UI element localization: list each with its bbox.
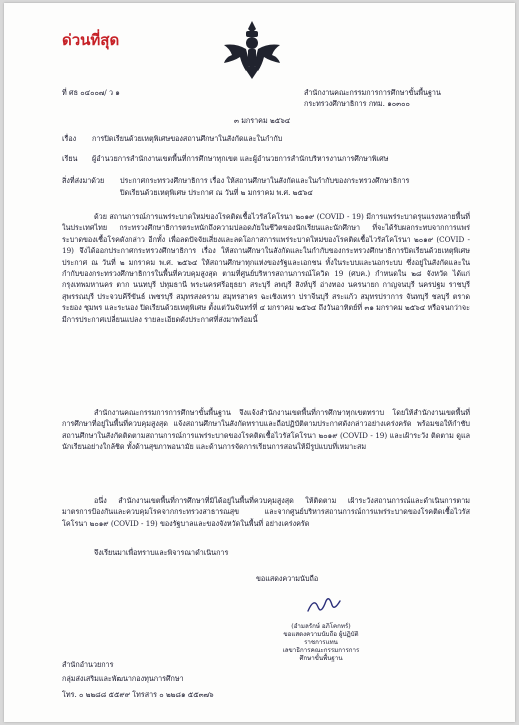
letter-page: [4, 3, 515, 722]
footer-unit-1: สำนักอำนวยการ: [62, 660, 114, 669]
paragraph-2: สำนักงานคณะกรรมการการศึกษาขั้นพื้นฐาน จึงแจ้งสำนักงานเขตพื้นที่การศึกษาทุกเขตทราบ โดยให้สำนักงานเขตพื้นที่การศึกษาที่อยู่ในพื้นที่ควบคุมสูงสุด แจ้งสถานศึกษาในสังกัดทราบและถือปฏิบัติตามประกาศดังกล่าวอย่างเคร่งครัด พร้อมขอให้กำชับสถานศึกษาในสังกัดติดตามสถานการณ์การแพร่ระบาดของโรคติดเชื้อไวรัสโคโรนา ๒๐๑๙ (COVID - 19) และเฝ้าระวัง ติดตาม ดูแลนักเรียนอย่างใกล้ชิด ทั้งด้านสุขภาพอนามัย และด้านการจัดการเรียนการสอนให้มีรูปแบบที่เหมาะสม: [62, 408, 470, 452]
footer-phone: โทร. ๐ ๒๒๘๘ ๕๕๙๙ โทรสาร ๐ ๒๒๘๑ ๕๕๓๗๖: [62, 690, 214, 699]
attachment-line-2: ปิดเรียนด้วยเหตุพิเศษ ประกาศ ณ วันที่ ๒ มกราคม พ.ศ. ๒๕๖๔: [120, 188, 313, 197]
office-address: กระทรวงศึกษาธิการ กทม. ๑๐๓๐๐: [304, 99, 410, 108]
urgency-label: ด่วนที่สุด: [62, 31, 120, 49]
office-name: สำนักงานคณะกรรมการการศึกษาขั้นพื้นฐาน: [304, 88, 441, 97]
signatory-name: (อำมลรักษ์ อภิโคกทร์): [291, 623, 351, 630]
closing-phrase: ขอแสดงความนับถือ: [256, 574, 319, 583]
footer-unit-2: กลุ่มส่งเสริมและพัฒนากองทุนการศึกษา: [62, 674, 184, 683]
garuda-emblem-icon: [222, 19, 282, 81]
signature-mark: [306, 595, 346, 619]
letter-date: ๓ มกราคม ๒๕๖๔: [234, 116, 291, 125]
attachment-label: สิ่งที่ส่งมาด้วย: [62, 176, 105, 185]
paragraph-4: จึงเรียนมาเพื่อทราบและพิจารณาดำเนินการ: [94, 548, 229, 557]
attachment-line-1: ประกาศกระทรวงศึกษาธิการ เรื่อง ให้สถานศึกษาในสังกัดและในกำกับของกระทรวงศึกษาธิการ: [120, 176, 410, 185]
subject-label: เรื่อง: [62, 134, 77, 143]
signatory-block: [276, 623, 366, 663]
reference-number: ที่ ศธ ๐๔๐๐๗/ ว ๑: [62, 88, 120, 97]
recipient-text: ผู้อำนวยการสำนักงานเขตพื้นที่การศึกษาทุกเขต และผู้อำนวยการสำนักบริหารงานการศึกษาพิเศษ: [92, 154, 389, 163]
recipient-label: เรียน: [62, 154, 78, 163]
signatory-title-2: เลขาธิการคณะกรรมการการศึกษาขั้นพื้นฐาน: [282, 647, 360, 662]
issuing-office: [304, 87, 441, 109]
subject-text: การปิดเรียนด้วยเหตุพิเศษของสถานศึกษาในสังกัดและในกำกับ: [92, 134, 283, 143]
paragraph-1: ด้วย สถานการณ์การแพร่ระบาดใหม่ของโรคติดเชื้อไวรัสโคโรนา ๒๐๑๙ (COVID - 19) มีการแพร่ระบาดรุนแรงหลายพื้นที่ในประเทศไทย กระทรวงศึกษาธิการตระหนักถึงความปลอดภัยในชีวิตของนักเรียนและนักศึกษา ที่จะได้รับผลกระทบจากการแพร่ระบาดของเชื้อโรคดังกล่าว อีกทั้ง เพื่อลดปัจจัยเสี่ยงและลดโอกาสการแพร่ระบาดใหม่ของโรคติดเชื้อไวรัสโคโรนา ๒๐๑๙ (COVID - 19) จึงได้ออกประกาศกระทรวงศึกษาธิการ เรื่อง ให้สถานศึกษาในสังกัดและในกำกับของกระทรวงศึกษาธิการปิดเรียนด้วยเหตุพิเศษ ประกาศ ณ วันที่ ๒ มกราคม พ.ศ. ๒๕๖๔ ให้สถานศึกษาทุกแห่งของรัฐและเอกชน ทั้งในระบบและนอกระบบ ซึ่งอยู่ในสังกัดและในกำกับของกระทรวงศึกษาธิการในพื้นที่ควบคุมสูงสุด ตามที่ศูนย์บริหารสถานการณ์โควิด 19 (ศบค.) กำหนดใน ๒๘ จังหวัด ได้แก่ กรุงเทพมหานคร ตาก นนทบุรี ปทุมธานี พระนครศรีอยุธยา สระบุรี ลพบุรี สิงห์บุรี อ่างทอง นครนายก กาญจนบุรี นครปฐม ราชบุรี สุพรรณบุรี ประจวบคีรีขันธ์ เพชรบุรี สมุทรสงคราม สมุทรสาคร ฉะเชิงเทรา ปราจีนบุรี สระแก้ว สมุทรปราการ จันทบุรี ชลบุรี ตราด ระยอง ชุมพร และระนอง ปิดเรียนด้วยเหตุพิเศษ ตั้งแต่วันจันทร์ที่ ๔ มกราคม ๒๕๖๔ ถึงวันอาทิตย์ที่ ๓๑ มกราคม ๒๕๖๔ หรือจนกว่าจะมีการประกาศเปลี่ยนแปลง รายละเอียดดังประกาศที่ส่งมาพร้อมนี้: [62, 212, 470, 324]
signatory-title-1: ขอแสดงความนับถือ ผู้ปฏิบัติราชการแทน: [283, 631, 359, 646]
paragraph-3: อนึ่ง สำนักงานเขตพื้นที่การศึกษาที่มิได้อยู่ในพื้นที่ควบคุมสูงสุด ให้ติดตาม เฝ้าระวังสถานการณ์และดำเนินการตามมาตรการป้องกันและควบคุมโรคจากกระทรวงสาธารณสุข และจากศูนย์บริหารสถานการณ์การแพร่ระบาดของโรคติดเชื้อไวรัสโคโรนา ๒๐๑๙ (COVID - 19) ของรัฐบาลและของจังหวัดในพื้นที่ อย่างเคร่งครัด: [62, 496, 470, 528]
